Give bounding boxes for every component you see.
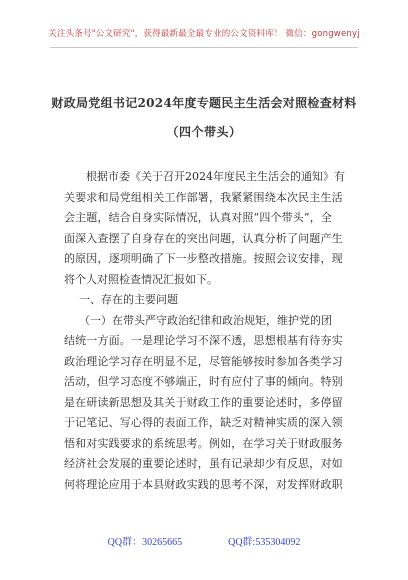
document-subtitle: （四个带头）	[166, 125, 242, 139]
document-body	[64, 167, 346, 495]
footer-qq-group-2: QQ群:535304092	[228, 537, 301, 548]
body-line: 根据市委《关于召开2024年度民主生活会的通知》有	[86, 170, 345, 183]
footer-contact	[0, 533, 408, 548]
body-line: （一）在带头严守政治纪律和政治规矩，维护党的团	[79, 313, 332, 327]
body-line: 何将理论应用于本县财政实践的思考不深，对发挥财政职	[64, 477, 343, 491]
body-line: 面深入查摆了自身存在的突出问题，认真分析了问题产生	[64, 231, 343, 245]
body-line: 结统一方面。一是理论学习不深不透，思想根基有待夯实	[64, 334, 343, 347]
header-divider	[50, 47, 358, 48]
body-line: 经济社会发展的重要论述时，虽有记录却少有反思，对如	[64, 457, 343, 470]
body-line: 的原因，逐项明确了下一步整改措施。按照会议安排，现	[64, 252, 343, 265]
body-line: 会主题，结合自身实际情况，认真对照“四个带头”，全	[64, 211, 332, 224]
section-heading: 一、存在的主要问题	[79, 293, 178, 306]
body-line: 悟和对实践要求的系统思考。例如，在学习关于财政服务	[64, 436, 343, 450]
document-title: 财政局党组书记2024年度专题民主生活会对照检查材料	[51, 96, 357, 110]
body-line: 将个人对照检查情况汇报如下。	[64, 272, 218, 286]
body-line: 关要求和局党组相关工作部署，我紧紧围绕本次民主生活	[64, 190, 343, 204]
body-line: 政治理论学习存在明显不足，尽管能够按时参加各类学习	[64, 354, 343, 368]
header-promo-note: 关注头条号"公文研究"，获得最新最全最专业的公文资料库！ 微信：gongwenyj	[48, 29, 360, 39]
body-line: 于记笔记、写心得的表面工作，缺乏对精神实质的深入领	[64, 416, 343, 429]
body-line: 活动，但学习态度不够端正，时有应付了事的倾向。特别	[64, 375, 343, 388]
footer-qq-group-1: QQ群：30265665	[107, 537, 183, 548]
body-line: 是在研读新思想及其关于财政工作的重要论述时，多停留	[64, 395, 343, 409]
